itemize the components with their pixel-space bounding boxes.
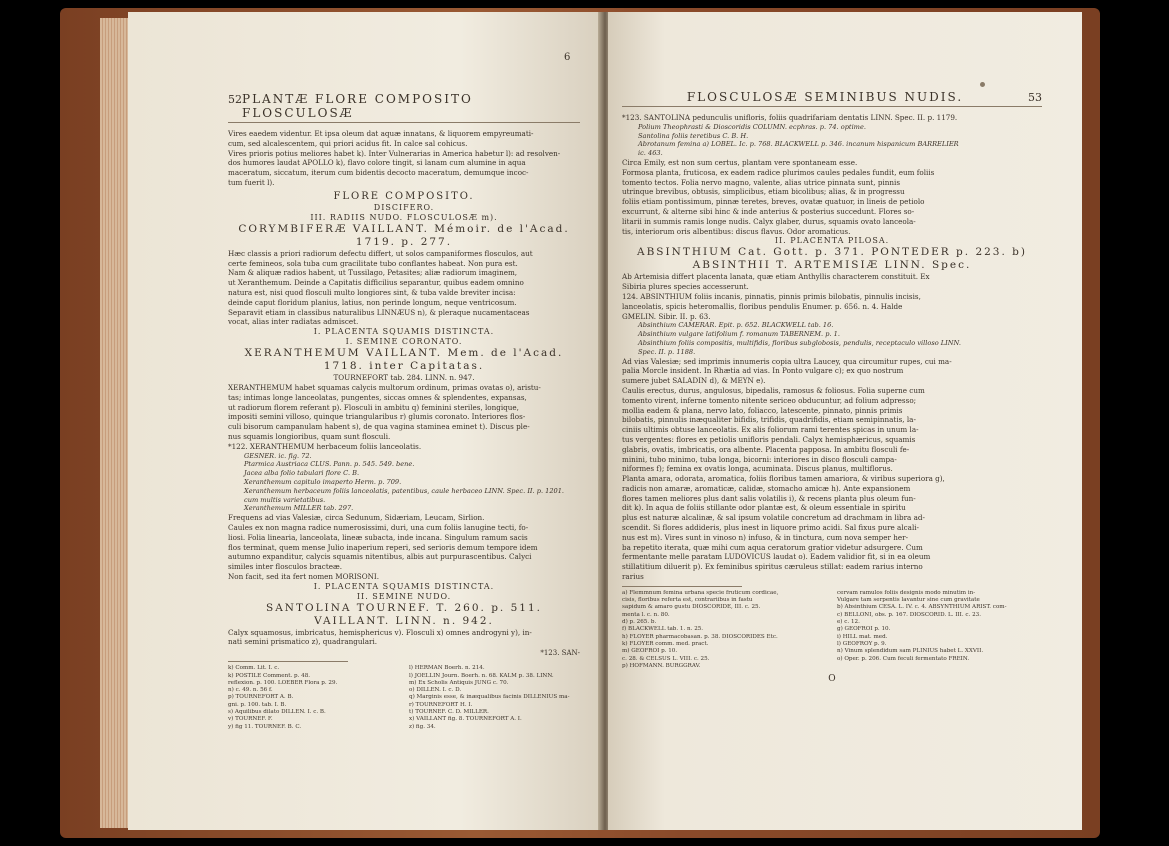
- synonym-line: Santolina foliis teretibus C. B. H.: [638, 131, 749, 140]
- text-line: Separavit etiam in classibus naturalibus LINNÆUS n), & pleraque nucamentaceas: [228, 307, 530, 317]
- header-title: PLANTÆ FLORE COMPOSITO FLOSCULOSÆ: [242, 92, 473, 120]
- species-entry: *122. XERANTHEMUM herbaceum foliis lanceolatis.: [228, 441, 422, 451]
- text-line: palia Morcle insident. In Rhætia ad vias. In Ponto vulgare c); ex quo nostrum: [622, 366, 904, 376]
- genus-title: ABSINTHIUM Cat. Gott. p. 371. PONTEDER p. 223. b): [637, 246, 1027, 259]
- genus-title: SANTOLINA TOURNEF. T. 260. p. 511. VAILLANT. LINN. n. 942.: [266, 601, 542, 627]
- synonym-line: ic. 463.: [638, 149, 663, 158]
- footnote: n) Vinum splendidum sam PLINIUS habet L. XXVII.: [837, 648, 984, 655]
- text-line: flos terminat, quem mense Julio inaperium reperi, sed serioris demum tempore idem: [228, 542, 538, 552]
- synonym-list: [622, 123, 1042, 158]
- synonym-line: Absinthium CAMERAR. Epit. p. 652. BLACKWELL tab. 16.: [638, 321, 834, 330]
- synonym-line: cum multis varietatibus.: [244, 495, 326, 504]
- footnote: b) Absinthium CESA. L. IV. c. 4. ABSYNTHIUM ARIST. com-: [837, 604, 1007, 611]
- footnote-rule: [228, 661, 348, 662]
- footnote: d) p. 265. b.: [622, 619, 657, 626]
- text-line: tus vergentes: flores ex petiolis unifloris pendali. Calyx hemisphæricus, squamis: [622, 434, 916, 444]
- signature-mark: 6: [564, 52, 571, 63]
- text-line: ciniis ultimis obtuse lanceolatis. Ex alis foliorum rami terentes spicas in unum la-: [622, 425, 919, 435]
- text-line: ut Xeranthemum. Deinde a Capitatis difficilius separantur, quibus eadem omnino: [228, 278, 524, 288]
- right-running-header: [622, 90, 1042, 107]
- text-line: Calyx squamosus, imbricatus, hemisphericus v). Flosculi x) omnes androgyni y), in-: [228, 627, 532, 637]
- footnotes: [622, 590, 1042, 670]
- text-line: vocat, alias inter radiatas admiscet.: [228, 317, 359, 327]
- synonym-line: GESNER. ic. fig. 72.: [244, 451, 312, 460]
- species-entry: 124. ABSINTHIUM foliis incanis, pinnatis, pinnis primis bilobatis, pinnulis incisis,: [622, 291, 921, 301]
- footnote: q) Marginis esse, & inæqualibus facinis DILLENIUS ma-: [409, 694, 570, 701]
- footnote: l) HERMAN Boerh. n. 214.: [409, 665, 485, 672]
- text-line: Planta amara, odorata, aromatica, foliis floribus tamen amariora, & viribus superiora g),: [622, 474, 945, 484]
- footnote: menta l. c. n. 80.: [622, 611, 670, 618]
- text-line: culi bisorum campanulam habent s), de qua vagina staminea eminet t). Discus ple-: [228, 422, 530, 432]
- synonym-line: Absinthium foliis compositis, multifidis, floribus subglobosis, pendulis, receptaculo villoso LINN.: [638, 338, 961, 347]
- footnote: c. 28. & CELSUS L. VIII. c. 25.: [622, 655, 710, 662]
- text-line: GMELIN. Sibir. II. p. 63.: [622, 311, 711, 321]
- text-line: dos humores laudat APOLLO k), flavo colore tingit, si lanam cum alumine in aqua: [228, 158, 526, 168]
- subsection-title: II. SEMINE NUDO.: [356, 591, 452, 601]
- footnote: p) TOURNEFORT A. B.: [228, 694, 294, 701]
- corymb-paragraph: [228, 249, 580, 327]
- subsection-title: I. SEMINE CORONATO.: [345, 337, 463, 347]
- text-line: XERANTHEMUM habet squamas calycis multorum ordinum, primas ovatas o), aristu-: [228, 382, 541, 392]
- footnote: h) FLOYER pharmacobasan. p. 38. DIOSCORIDES Etc.: [622, 633, 778, 640]
- footnote: o) DILLEN. I. c. D.: [409, 687, 462, 694]
- left-page: [128, 12, 602, 830]
- section-subtitle: III. RADIIS NUDO. FLOSCULOSÆ m).: [310, 212, 498, 222]
- synonym-line: Polium Theophrasti & Dioscoridis COLUMN. ecphras. p. 74. optime.: [638, 122, 866, 131]
- species-description: [622, 158, 1042, 236]
- text-line: ut radiorum florem referant p). Flosculi in ambitu q) feminini steriles, longique,: [228, 402, 519, 412]
- text-line: tas; intimas longe lanceolatas, pungentes, siccas omnes & splendentes, expansas,: [228, 392, 527, 402]
- footnote: m) Ex Scholis Antiquis JUNG c. 70.: [409, 679, 509, 686]
- text-line: Circa Emily, est non sum certus, plantam vere spontaneam esse.: [622, 157, 858, 167]
- text-line: excurrunt, & alterne sibi hinc & inde anterius & posterius succedunt. Flores so-: [622, 206, 915, 216]
- text-line: stillatitium diluerit p). Ex feminibus spiritus cæruleus stillat: eadem rarius interno: [622, 562, 923, 572]
- footnote: s) Aquilibus dilato DILLEN. I. c. B.: [228, 709, 326, 716]
- text-line: bilobatis, pinnulis inæqualiter bifidis, trifidis, quadrifidis, etiam semipinnatis, la-: [622, 415, 916, 425]
- footnote: a) Flemmnum femina urbana specie fruticum cordicae,: [622, 589, 779, 596]
- footnote: r) TOURNEFORT H. I.: [409, 701, 473, 708]
- footnote: k) FLOYER comm. med. pract.: [622, 640, 709, 647]
- foot-signature: O: [828, 674, 836, 685]
- text-line: dit k). In aqua de foliis stillante odor plantæ est, & oleum essentiale in spiritu: [622, 503, 906, 513]
- text-line: cum, sed alcalescentem, qui priori acidus fit. In calce sal cohicus.: [228, 138, 468, 148]
- text-line: natura est, nisi quod flosculi multo longiores sint, & tuba valde breviter incisa:: [228, 287, 516, 297]
- footnotes: [228, 665, 580, 731]
- footnote: l) JOELLIN Journ. Boerh. n. 68. KALM p. 38. LINN.: [409, 672, 554, 679]
- genus-reference: TOURNEFORT tab. 284. LINN. n. 947.: [333, 373, 475, 383]
- synonym-list: [228, 452, 580, 514]
- section-subtitle: DISCIFERO.: [373, 202, 435, 212]
- text-line: maceratum, siccatum, iterum cum bidentis decocto maceratum, demumque incoc-: [228, 168, 529, 178]
- footnote: cisis, floribus referta est, contrariibus in fastu: [622, 597, 753, 604]
- footnote: e) c. 12.: [837, 619, 860, 626]
- species-description: [228, 513, 580, 582]
- text-line: Caules ex non magna radice numerosissimi, duri, una cum foliis lanugine tecti, fo-: [228, 522, 529, 532]
- genus-title: XERANTHEMUM VAILLANT. Mem. de l'Acad. 1718. inter Capitatas.: [244, 347, 564, 373]
- footnote: cervam ramulos foliis designis modo minutim in-: [837, 589, 976, 596]
- text-line: Vires eaedem videntur. Et ipsa oleum dat aquæ innatans, & liquorem empyreumati-: [228, 129, 534, 138]
- text-line: nus squamis longioribus, quam sunt flosculi.: [228, 431, 391, 441]
- species-entry: *123. SANTOLINA pedunculis unifloris, foliis quadrifariam dentatis LINN. Spec. II. p. 1179.: [622, 113, 958, 122]
- footnote: v) TOURNEF. F.: [228, 716, 273, 723]
- intro-paragraph: [228, 129, 580, 188]
- footnote: y) fig 11. TOURNEF. B. C.: [228, 723, 302, 730]
- text-line: nati semini prismatico z), quadrangulari.: [228, 637, 378, 647]
- page-edges: [100, 18, 130, 828]
- species-description: [622, 357, 1042, 582]
- text-line: tomento tectos. Folia nervo magno, valente, alias utrice pinnata sunt, pinnis: [622, 177, 901, 187]
- footnote: k) Comm. Lit. I. c.: [228, 665, 280, 672]
- text-line: liosi. Folia linearia, lanceolata, lineæ subacta, inde incana. Singulum ramum sacis: [228, 532, 528, 542]
- text-line: sumere jubet SALADIN d), & MEYN e).: [622, 376, 766, 386]
- text-line: Hæc classis a priori radiorum defectu differt, ut solos campaniformes flosculos, aut: [228, 248, 533, 258]
- text-line: niformes f); femina ex ovatis longa, acuminata. Discus planus, multiflorus.: [622, 464, 893, 474]
- text-line: Ab Artemisia differt placenta lanata, quæ etiam Anthyllis characterem constituit. Ex: [622, 272, 930, 282]
- footnote: reflexion. p. 100. LOEBER Flora p. 29.: [228, 679, 338, 686]
- left-running-header: [228, 92, 580, 123]
- text-line: nus est m). Vires sunt in vinoso n) infuso, & in tinctura, cum nova semper her-: [622, 532, 908, 542]
- footnote: p) HOFMANN. BURGGRAV.: [622, 662, 701, 669]
- text-line: certe femineos, sola tuba cum gracilitate tubo conflantes habeat. Non pura est.: [228, 258, 518, 268]
- text-line: deinde caput floridum planius, latius, non perinde longum, neque ventricosum.: [228, 297, 517, 307]
- footnote-rule: [622, 586, 742, 587]
- footnote: l) GEOFROY p. 9.: [837, 640, 887, 647]
- footnote: o) Oper. p. 206. Cum feculi fermentato FREIN.: [837, 655, 970, 662]
- footnote: g) GEOFROI p. 10.: [837, 626, 891, 633]
- footnote: Vulgare tam serpentis lavantur sine cum gravitate: [837, 597, 980, 604]
- synonym-line: Jacea alba folio tabulari flore C. B.: [244, 469, 360, 478]
- text-line: Vires prioris potius meliores habet k). Inter Vulnerarias in America habetur l): ad resolven-: [228, 148, 561, 158]
- text-line: scendit. Si flores addideris, plus inest in liquore primo acidi. Sal fixus pure alcali-: [622, 523, 919, 533]
- genus-paragraph: [622, 272, 1042, 292]
- header-title: FLOSCULOSÆ SEMINIBUS NUDIS.: [686, 90, 964, 104]
- footnote: i) HILL mat. med.: [837, 633, 888, 640]
- xeran-paragraph: [228, 383, 580, 442]
- synonym-line: Abrotanum femina a) LOBEL. Ic. p. 768. BLACKWELL p. 346. incanum hispanicum BARRELIER: [638, 140, 959, 149]
- text-line: plus est naturæ alcalinæ, & sal ipsum volatile concretum ad drachmam in libra ad-: [622, 513, 925, 523]
- text-line: autumno expanditur, calycis squamis nitentibus, albis aut purpurascentibus. Calyci: [228, 552, 532, 562]
- text-line: utrinque brevibus, obtusis, simplicibus, etiam bicolibus; alias, & in progressu: [622, 187, 905, 197]
- text-line: impositi semini villoso, quinque triangularibus r) glumis coronato. Interiores flos-: [228, 412, 526, 422]
- synonym-line: Spec. II. p. 1188.: [638, 347, 696, 356]
- page-number: 53: [1028, 91, 1042, 104]
- text-line: ba repetito iterata, quæ mihi cum aqua ceratorum gratior videtur adsurgere. Cum: [622, 542, 923, 552]
- text-line: glabris, ovatis, imbricatis, ora albente. Placenta papposa. In ambitu flosculi fe-: [622, 444, 910, 454]
- footnote: f) BLACKWELL tab. 1. n. 25.: [622, 626, 704, 633]
- synonym-line: Ptarmica Austriaca CLUS. Pann. p. 545. 549. bene.: [244, 460, 415, 469]
- footnote: k) POSTILE Comment. p. 48.: [228, 672, 311, 679]
- synonym-line: Xeranthemum herbaceum foliis lanceolatis, patentibus, caule herbaceo LINN. Spec. II. p. 1201.: [244, 486, 565, 495]
- text-line: tomento virent, inferne tomento nitente sericeo obducuntur, ad folium adpresso;: [622, 395, 917, 405]
- text-line: Non facit, sed ita fert nomen MORISONI.: [228, 571, 380, 581]
- ink-spot: [980, 82, 985, 87]
- subsection-title: I. PLACENTA SQUAMIS DISTINCTA.: [313, 581, 495, 591]
- synonym-list: [622, 321, 1042, 356]
- text-line: similes inter flosculos bracteæ.: [228, 562, 343, 572]
- footnote: gni. p. 100. tab. I. B.: [228, 701, 287, 708]
- genus-title: CORYMBIFERÆ VAILLANT. Mémoir. de l'Acad. 1719. p. 277.: [238, 222, 570, 248]
- footnote: sapidum & amaro gustu DIOSCORIDE, III. c. 25.: [622, 604, 761, 611]
- footnote: m) GEOFROI p. 10.: [622, 648, 678, 655]
- text-line: radicis non amaræ, aromaticæ, calidæ, stomacho amicæ h). Ante expansionem: [622, 483, 911, 493]
- text-line: litarii in summis ramis longe nudis. Calyx glaber, durus, squamis ovato lanceola-: [622, 216, 916, 226]
- text-line: tis, interiorum oris albentibus: discus flavus. Odor aromaticus.: [622, 226, 851, 236]
- section-title: FLORE COMPOSITO.: [333, 190, 475, 202]
- text-line: flores tamen meliores plus dant salis volatilis i), & recens planta plus oleum fun-: [622, 493, 916, 503]
- text-line: Nam & aliquæ radios habent, ut Tussilago, Petasites; aliæ radiorum imaginem,: [228, 268, 518, 278]
- text-line: fermentante melle paratam LUDOVICUS laudat o). Eadem validior fit, si in ea oleum: [622, 552, 931, 562]
- page-number: 52: [228, 93, 242, 106]
- species-entry-cont: [622, 302, 1042, 322]
- genus-subtitle: ABSINTHII T. ARTEMISIÆ LINN. Spec.: [692, 259, 972, 272]
- right-page: [608, 12, 1082, 830]
- footnote: x) VAILLANT fig. 8. TOURNEFORT A. I.: [409, 716, 522, 723]
- text-line: Frequens ad vias Valesiæ, circa Sedunum, Sidæriam, Leucam, Sirlion.: [228, 513, 485, 523]
- text-line: rarius: [622, 572, 644, 582]
- footnote: c) BELLONI, obs. p. 167. DIOSCORID. L. III. c. 23.: [837, 611, 981, 618]
- text-line: lanceolatis, spicis heteromallis, floribus pendulis Enumer. p. 656. n. 4. Halde: [622, 301, 903, 311]
- text-line: foliis etiam pontissimum, pinnæ teretes, breves, ovatæ quatuor, in lineis de petiolo: [622, 197, 925, 207]
- text-line: Ad vias Valesiæ; sed imprimis innumeris copia ultra Laucey, qua circumitur rupes, cui ma-: [622, 356, 952, 366]
- synonym-line: Absinthium vulgare latifolium f. romanum TABERNEM. p. 1.: [638, 330, 840, 339]
- subsection-title: II. PLACENTA PILOSA.: [774, 236, 890, 246]
- text-line: Formosa planta, fruticosa, ex eadem radice plurimos caules pedales fundit, eum foliis: [622, 167, 935, 177]
- text-line: mollia eadem & plana, nervo lato, foliacco, latescente, pinnato, pinnis primis: [622, 405, 903, 415]
- footnote: t) TOURNEF. C. D. MILLER.: [409, 709, 489, 716]
- catchword: *123. SAN-: [540, 649, 580, 658]
- footnote: n) c. 49. n. 56 f.: [228, 687, 273, 694]
- subsection-title: I. PLACENTA SQUAMIS DISTINCTA.: [313, 327, 495, 337]
- synonym-line: Xeranthemum capitulo imaperto Herm. p. 709.: [244, 477, 402, 486]
- santo-paragraph: [228, 628, 580, 648]
- synonym-line: Xeranthemum MILLER tab. 297.: [244, 504, 354, 513]
- text-line: minini, tubo minimo, tuba longa, bicorni: interiores in disco flosculi campa-: [622, 454, 897, 464]
- text-line: Sibiria plures species accesserunt.: [622, 282, 749, 292]
- text-line: tum fuerit l).: [228, 177, 275, 187]
- text-line: Caulis erectus, durus, angulosus, bipedalis, ramosus & foliosus. Folia superne cum: [622, 385, 925, 395]
- footnote: z) fig. 34.: [409, 723, 436, 730]
